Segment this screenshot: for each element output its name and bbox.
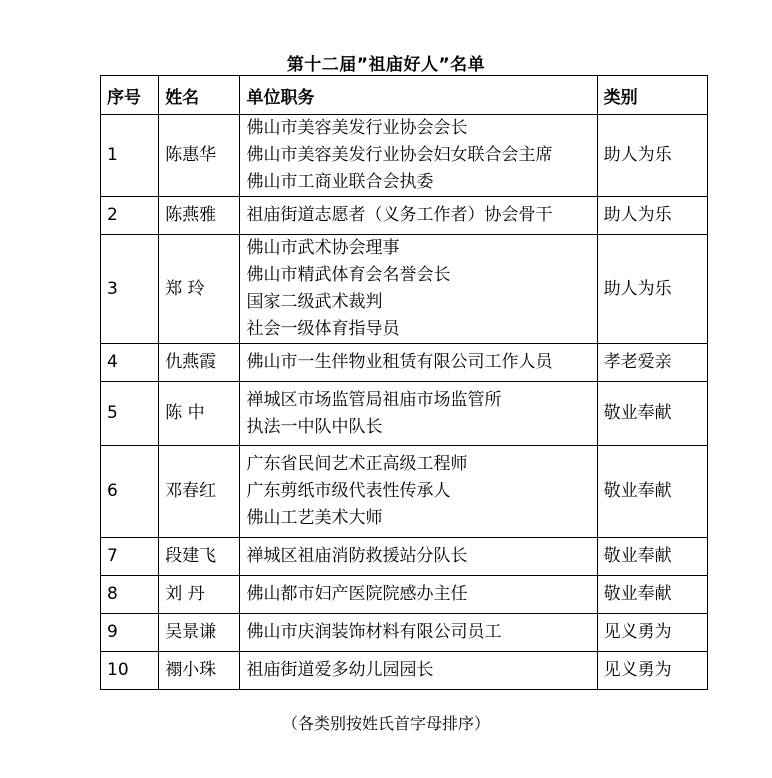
document-title: 第十二届”祖庙好人”名单 bbox=[286, 55, 486, 75]
header-name: 姓名 bbox=[159, 76, 240, 115]
row-category: 见义勇为 bbox=[597, 614, 707, 652]
position-line: 佛山市美容美发行业协会妇女联合会主席 bbox=[246, 145, 553, 165]
position-line: 佛山都市妇产医院院感办主任 bbox=[246, 584, 468, 604]
table-row bbox=[101, 197, 708, 235]
position-line: 广东剪纸市级代表性传承人 bbox=[246, 481, 451, 501]
row-name: 陈燕雅 bbox=[159, 197, 240, 235]
row-unit-position bbox=[240, 382, 597, 446]
honoree-table bbox=[100, 75, 708, 690]
row-unit-position bbox=[240, 614, 597, 652]
footnote: （各类别按姓氏首字母排序） bbox=[281, 714, 490, 733]
row-unit-position bbox=[240, 115, 597, 197]
row-category: 敬业奉献 bbox=[597, 446, 707, 538]
row-unit-position bbox=[240, 235, 597, 344]
position-line: 祖庙街道爱多幼儿园园长 bbox=[246, 660, 434, 680]
table-row bbox=[101, 538, 708, 576]
position-line: 广东省民间艺术正高级工程师 bbox=[246, 454, 468, 474]
position-line: 禅城区市场监管局祖庙市场监管所 bbox=[246, 389, 502, 410]
row-number: 10 bbox=[101, 652, 159, 690]
row-name: 段建飞 bbox=[159, 538, 240, 576]
row-number: 6 bbox=[101, 446, 159, 538]
table-row bbox=[101, 446, 708, 538]
position-line: 国家二级武术裁判 bbox=[246, 292, 383, 312]
row-category: 助人为乐 bbox=[597, 235, 707, 344]
table-row bbox=[101, 344, 708, 382]
row-unit-position bbox=[240, 446, 597, 538]
position-line: 社会一级体育指导员 bbox=[246, 319, 400, 339]
row-name: 陈 中 bbox=[159, 382, 240, 446]
row-name: 刘 丹 bbox=[159, 576, 240, 614]
table-header-row bbox=[101, 76, 708, 115]
table-row bbox=[101, 576, 708, 614]
row-number: 8 bbox=[101, 576, 159, 614]
row-category: 敬业奉献 bbox=[597, 382, 707, 446]
position-line: 佛山市一生伴物业租赁有限公司工作人员 bbox=[246, 352, 553, 372]
table-row bbox=[101, 652, 708, 690]
row-name: 郑 玲 bbox=[159, 235, 240, 344]
position-line: 祖庙街道志愿者（义务工作者）协会骨干 bbox=[246, 205, 553, 225]
table-row bbox=[101, 614, 708, 652]
row-number: 2 bbox=[101, 197, 159, 235]
row-number: 3 bbox=[101, 235, 159, 344]
table-row bbox=[101, 382, 708, 446]
header-category: 类别 bbox=[597, 76, 707, 115]
row-name: 邓春红 bbox=[159, 446, 240, 538]
row-category: 敬业奉献 bbox=[597, 538, 707, 576]
row-unit-position bbox=[240, 538, 597, 576]
row-number: 7 bbox=[101, 538, 159, 576]
row-category: 孝老爱亲 bbox=[597, 344, 707, 382]
row-unit-position bbox=[240, 576, 597, 614]
row-category: 见义勇为 bbox=[597, 652, 707, 690]
position-line: 佛山工艺美术大师 bbox=[246, 508, 383, 528]
row-number: 4 bbox=[101, 344, 159, 382]
position-line: 佛山市工商业联合会执委 bbox=[246, 172, 434, 192]
row-name: 吴景谦 bbox=[159, 614, 240, 652]
position-line: 执法一中队中队长 bbox=[246, 416, 383, 437]
row-number: 5 bbox=[101, 382, 159, 446]
row-name: 禤小珠 bbox=[159, 652, 240, 690]
row-name: 陈惠华 bbox=[159, 115, 240, 197]
table-row bbox=[101, 115, 708, 197]
row-category: 助人为乐 bbox=[597, 115, 707, 197]
position-line: 佛山市武术协会理事 bbox=[246, 238, 400, 258]
row-unit-position bbox=[240, 344, 597, 382]
row-number: 1 bbox=[101, 115, 159, 197]
row-name: 仇燕霞 bbox=[159, 344, 240, 382]
position-line: 禅城区祖庙消防救援站分队长 bbox=[246, 546, 468, 566]
table-row bbox=[101, 235, 708, 344]
position-line: 佛山市美容美发行业协会会长 bbox=[246, 118, 468, 138]
row-number: 9 bbox=[101, 614, 159, 652]
position-line: 佛山市精武体育会名誉会长 bbox=[246, 265, 451, 285]
header-number: 序号 bbox=[101, 76, 159, 115]
row-category: 敬业奉献 bbox=[597, 576, 707, 614]
row-category: 助人为乐 bbox=[597, 197, 707, 235]
row-unit-position bbox=[240, 652, 597, 690]
position-line: 佛山市庆润装饰材料有限公司员工 bbox=[246, 622, 502, 642]
row-unit-position bbox=[240, 197, 597, 235]
table-body bbox=[101, 115, 708, 690]
header-unit-position: 单位职务 bbox=[240, 76, 597, 115]
